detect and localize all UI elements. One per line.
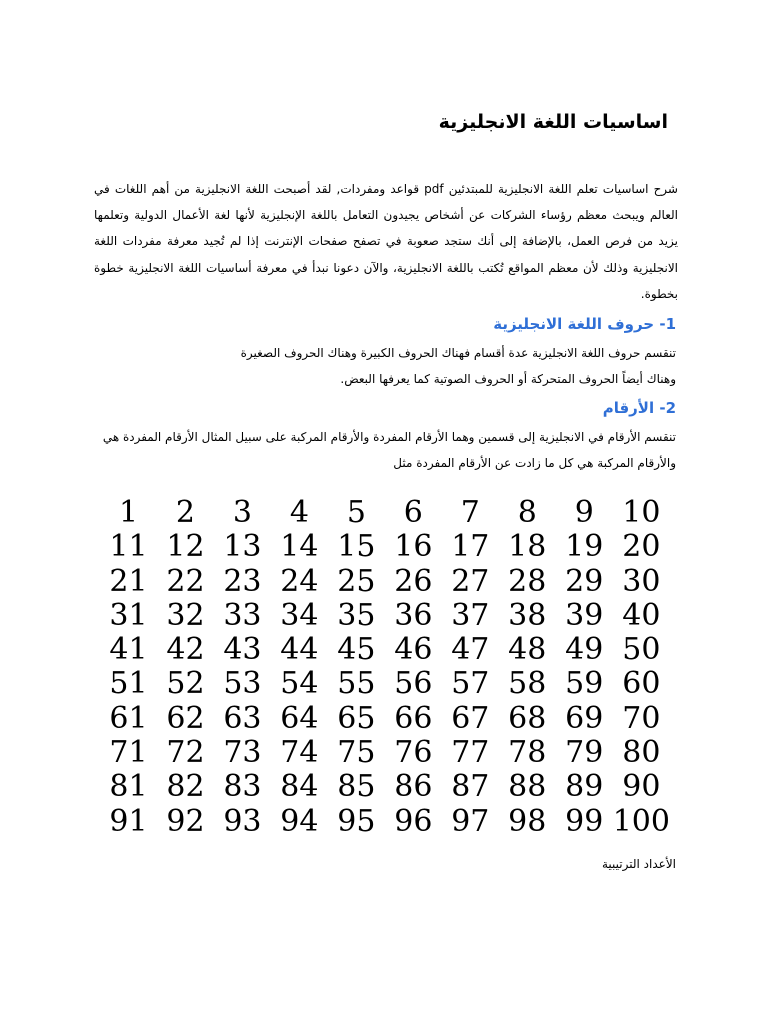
number-cell: 94	[280, 803, 319, 839]
number-cell: 81	[109, 769, 148, 805]
numbers-table	[100, 496, 670, 840]
section-heading-letters: 1- حروف اللغة الانجليزية	[493, 315, 676, 333]
number-cell: 15	[337, 529, 376, 565]
number-cell: 59	[565, 666, 604, 702]
section-numbers-line-2: والأرقام المركبة هي كل ما زادت عن الأرقام المفردة مثل	[393, 456, 676, 470]
number-cell: 100	[612, 803, 670, 839]
number-cell: 52	[166, 666, 205, 702]
number-cell: 96	[394, 803, 433, 839]
number-cell: 40	[622, 597, 661, 633]
number-cell: 86	[394, 769, 433, 805]
number-cell: 11	[109, 529, 148, 565]
number-cell: 62	[166, 700, 205, 736]
number-cell: 63	[223, 700, 262, 736]
number-cell: 29	[565, 563, 604, 599]
number-cell: 49	[565, 632, 604, 668]
number-cell: 64	[280, 700, 319, 736]
number-cell: 24	[280, 563, 319, 599]
number-cell: 54	[280, 666, 319, 702]
section-numbers-line-1: تنقسم الأرقام في الانجليزية إلى قسمين وهما الأرقام المفردة والأرقام المركبة على سبيل المثال الأرقام المفردة هي	[102, 430, 676, 444]
number-cell: 91	[109, 803, 148, 839]
number-cell: 13	[223, 529, 262, 565]
number-cell: 7	[460, 495, 480, 530]
number-cell: 46	[394, 632, 433, 668]
number-cell: 71	[109, 735, 148, 771]
number-cell: 90	[622, 769, 661, 805]
number-cell: 43	[223, 632, 262, 668]
number-cell: 61	[109, 700, 148, 736]
number-cell: 99	[565, 803, 604, 839]
number-cell: 5	[346, 495, 366, 530]
number-cell: 79	[565, 735, 604, 771]
number-cell: 70	[622, 700, 661, 736]
number-cell: 37	[451, 597, 490, 633]
number-cell: 25	[337, 563, 376, 599]
number-cell: 42	[166, 632, 205, 668]
number-cell: 38	[508, 597, 547, 633]
number-cell: 20	[622, 529, 661, 565]
number-cell: 60	[622, 666, 661, 702]
number-cell: 16	[394, 529, 433, 565]
number-cell: 98	[508, 803, 547, 839]
number-cell: 68	[508, 700, 547, 736]
number-cell: 69	[565, 700, 604, 736]
number-cell: 75	[337, 735, 376, 771]
number-cell: 78	[508, 735, 547, 771]
intro-paragraph: شرح اساسيات تعلم اللغة الانجليزية للمبتدئين pdf قواعد ومفردات, لقد أصبحت اللغة الانجليزية من أهم اللغات في العالم ويبحث معظم رؤساء الشركات عن أشخاص يجيدون التعامل باللغة الإنجليزية لأنها لغة الأعمال الدولية وتعلمها يزيد من فرص العمل، بالإضافة إلى أنك ستجد صعوبة في تصفح صفحات الإنترنت إذا لم تُجيد معرفة مفردات اللغة الانجليزية وذلك لأن معظم المواقع تُكتب باللغة الانجليزية، والآن دعونا نبدأ في معرفة أساسيات اللغة الانجليزية خطوة بخطوة.	[94, 182, 678, 301]
number-cell: 21	[109, 563, 148, 599]
number-cell: 72	[166, 735, 205, 771]
number-cell: 58	[508, 666, 547, 702]
number-cell: 47	[451, 632, 490, 668]
number-cell: 6	[403, 495, 423, 530]
number-cell: 10	[622, 495, 661, 530]
number-cell: 28	[508, 563, 547, 599]
number-cell: 39	[565, 597, 604, 633]
ordinal-numbers-caption: الأعداد الترتيبية	[602, 857, 676, 871]
number-cell: 12	[166, 529, 205, 565]
number-cell: 4	[289, 495, 309, 530]
number-cell: 32	[166, 597, 205, 633]
number-cell: 30	[622, 563, 661, 599]
number-cell: 3	[232, 495, 252, 530]
number-cell: 85	[337, 769, 376, 805]
number-cell: 53	[223, 666, 262, 702]
number-cell: 80	[622, 735, 661, 771]
number-cell: 19	[565, 529, 604, 565]
number-cell: 56	[394, 666, 433, 702]
number-cell: 26	[394, 563, 433, 599]
number-cell: 66	[394, 700, 433, 736]
page-title: اساسيات اللغة الانجليزية	[438, 111, 668, 133]
number-cell: 88	[508, 769, 547, 805]
number-cell: 97	[451, 803, 490, 839]
number-cell: 76	[394, 735, 433, 771]
number-cell: 83	[223, 769, 262, 805]
number-cell: 17	[451, 529, 490, 565]
number-cell: 41	[109, 632, 148, 668]
number-cell: 93	[223, 803, 262, 839]
number-cell: 73	[223, 735, 262, 771]
number-cell: 89	[565, 769, 604, 805]
number-cell: 51	[109, 666, 148, 702]
number-cell: 50	[622, 632, 661, 668]
section-letters-line-1: تنقسم حروف اللغة الانجليزية عدة أقسام فهناك الحروف الكبيرة وهناك الحروف الصغيرة	[240, 346, 676, 360]
number-cell: 84	[280, 769, 319, 805]
number-cell: 67	[451, 700, 490, 736]
number-cell: 34	[280, 597, 319, 633]
number-cell: 9	[574, 495, 594, 530]
number-cell: 65	[337, 700, 376, 736]
number-cell: 35	[337, 597, 376, 633]
number-cell: 2	[175, 495, 195, 530]
section-heading-numbers: 2- الأرقام	[602, 399, 676, 417]
number-cell: 87	[451, 769, 490, 805]
number-cell: 18	[508, 529, 547, 565]
number-cell: 77	[451, 735, 490, 771]
number-cell: 48	[508, 632, 547, 668]
number-cell: 45	[337, 632, 376, 668]
section-letters-line-2: وهناك أيضاً الحروف المتحركة أو الحروف الصوتية كما يعرفها البعض.	[340, 372, 676, 386]
number-cell: 36	[394, 597, 433, 633]
number-cell: 74	[280, 735, 319, 771]
number-cell: 22	[166, 563, 205, 599]
number-cell: 8	[517, 495, 537, 530]
number-cell: 14	[280, 529, 319, 565]
number-cell: 82	[166, 769, 205, 805]
number-cell: 1	[118, 495, 139, 530]
number-cell: 23	[223, 563, 262, 599]
number-cell: 95	[337, 803, 376, 839]
number-cell: 92	[166, 803, 205, 839]
number-cell: 27	[451, 563, 490, 599]
number-cell: 31	[109, 597, 148, 633]
number-cell: 57	[451, 666, 490, 702]
number-cell: 44	[280, 632, 319, 668]
number-cell: 55	[337, 666, 376, 702]
number-cell: 33	[223, 597, 262, 633]
